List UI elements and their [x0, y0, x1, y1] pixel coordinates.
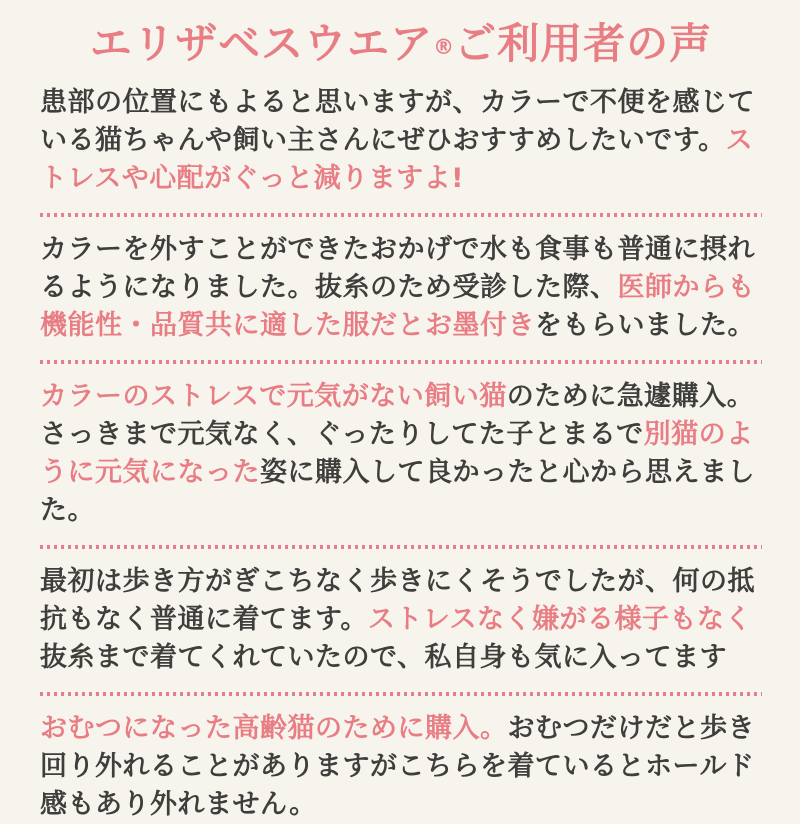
dotted-divider [40, 360, 762, 364]
dotted-divider [40, 213, 762, 217]
page-title [40, 20, 762, 68]
plain-phrase: 抜糸まで着てくれていたので、私自身も気に入ってます [40, 642, 727, 674]
testimonial-text [40, 84, 762, 198]
testimonial-text [40, 231, 762, 345]
plain-phrase: のために急遽購入。さっきまで元気なく、ぐったりしてた子とまるで [40, 381, 755, 451]
plain-phrase: 姿に購入して良かったと心から思えました。 [40, 457, 755, 527]
highlighted-phrase: 医師からも機能性・品質共に適した服だとお墨付き [40, 272, 755, 342]
highlighted-phrase: おむつになった高齢猫のために購入。 [40, 713, 508, 745]
testimonials-list [40, 84, 762, 824]
highlighted-phrase: ストレスなく嫌がる様子もなく [367, 604, 753, 636]
title-suffix: ご利用者の声 [454, 19, 713, 68]
plain-phrase: おむつだけだと歩き回り外れることがありますがこちらを着ているとホールド感もあり外れません。 [40, 713, 755, 821]
highlighted-phrase: カラーのストレスで元気がない飼い猫 [40, 381, 507, 413]
testimonial-text [40, 378, 762, 530]
plain-phrase: をもらいました。 [535, 310, 755, 342]
dotted-divider [40, 545, 762, 549]
registered-trademark-icon: ® [433, 35, 455, 60]
plain-phrase: カラーを外すことができたおかげで水も食事も普通に摂れるようになりました。抜糸のため受診した際、 [40, 234, 755, 304]
plain-phrase: 患部の位置にもよると思いますが、カラーで不便を感じている猫ちゃんや飼い主さんにぜひおすすめしたいです。 [40, 87, 755, 157]
highlighted-phrase: 別猫のように元気になった [40, 419, 754, 489]
title-brand-name: エリザベスウエア [89, 19, 434, 68]
plain-phrase: 最初は歩き方がぎこちなく歩きにくそうでしたが、何の抵抗もなく普通に着てます。 [40, 566, 755, 636]
highlighted-phrase: ストレスや心配がぐっと減りますよ! [40, 125, 754, 195]
testimonial-text [40, 563, 762, 677]
dotted-divider [40, 692, 762, 696]
testimonial-text [40, 710, 762, 824]
